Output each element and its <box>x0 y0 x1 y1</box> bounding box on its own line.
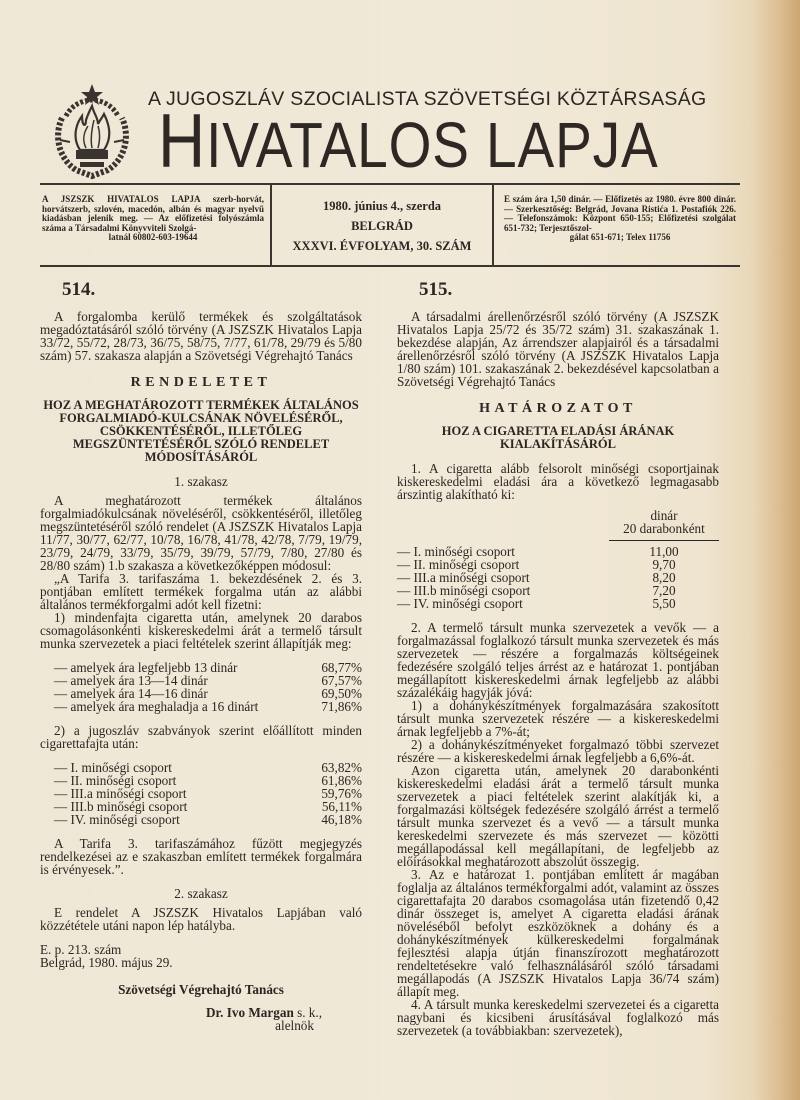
publication-info-text: A JSZSZK HIVATALOS LAPJA szerb-horvát, horvátszerb, szlovén, macedón, albán és magyar nyelvű kiadásban jelenik meg. — Az előfizetési folyószámla száma a Társadalmi Könyvviteli Szolgá- <box>42 194 264 233</box>
paragraph: E rendelet A JSZSZK Hivatalos Lapjában való közzététele utáni napon lép hatályba. <box>40 905 362 933</box>
rate-value: 69,50% <box>321 686 362 701</box>
title-initial: H <box>158 99 207 184</box>
preamble: A társadalmi árellenőrzésről szóló törvény (A JSZSZK Hivatalos Lapja 25/72 és 35/72 szám) 31. szakaszának 1. bekezdése alapján, Az árrendszer alapjairól és a társadalmi árellenőrzésről szóló törvény (A JSZSZK Hivatalos Lapja 1/80 szám) 101. szakaszának 2. bekezdésével kapcsolatban a Szövetségi Végrehajtó Tanács <box>397 309 719 389</box>
paragraph: A Tarifa 3. tarifaszámához fűzött megjegyzés rendelkezései az e szakaszban említett termékek forgalmára is érvényesek.”. <box>40 836 362 877</box>
rate-value: 67,57% <box>321 673 362 688</box>
rate-value: 59,76% <box>321 786 362 801</box>
rate-value: 63,82% <box>321 760 362 775</box>
rate-label: — III.a minőségi csoport <box>54 786 187 801</box>
publication-title <box>158 99 659 184</box>
rate-label: — amelyek ára legfeljebb 13 dinár <box>54 660 238 675</box>
rate-label: — III.b minőségi csoport <box>54 799 188 814</box>
signer-name: Dr. Ivo Margan <box>205 1005 294 1020</box>
preamble: A forgalomba kerülő termékek és szolgáltatások megadóztatásáról szóló törvény (A JSZSZK Hivatalos Lapja 33/72, 55/72, 28/73, 36/75, 58/75, 7/77, 61/78, 29/79 és 5/80 szám) 57. szakasza alapján a Szövetségi Végrehajtó Tanács <box>40 309 362 363</box>
rate-value: 61,86% <box>321 773 362 788</box>
paragraph: 4. A társult munka kereskedelmi szervezetei és a cigaretta nagybani és kicsibeni árusításával foglalkozó más szervezetek (a továbbiakban: szervezetek), <box>397 997 719 1038</box>
paragraph: 1) a dohánykészítmények forgalmazására szakosított társult munka szervezetek részére — a kiskereskedelmi árnak legfeljebb a 7%-át; <box>397 698 719 739</box>
price-row <box>397 597 719 610</box>
subscription-info-text: E szám ára 1,50 dinár. — Előfizetés az 1980. évre 800 dinár. — Szerkesztőség: Belgrád, Jovana Ristića 1. Postafiók 226. — Telefonszámok: Központ 650-155; Előfizetési szolgálat 651-732; Terjesztőszol- <box>504 194 736 233</box>
issue-city: BELGRÁD <box>351 219 413 233</box>
price-label: — III.a minőségi csoport <box>397 570 530 585</box>
price-label: — II. minőségi csoport <box>397 557 520 572</box>
signer-suffix: s. k., <box>293 1005 322 1020</box>
price-label: — III.b minőségi csoport <box>397 583 531 598</box>
act-title: HOZ A CIGARETTA ELADÁSI ÁRÁNAK KIALAKÍTÁSÁRÓL <box>441 424 675 451</box>
decision-515 <box>397 280 719 1037</box>
rate-value: 46,18% <box>321 812 362 827</box>
document-number: 515. <box>419 279 453 300</box>
document-number: 514. <box>62 279 96 300</box>
act-type-heading: HATÁROZATOT <box>479 401 637 416</box>
paragraph: Azon cigaretta után, amelynek 20 darabonkénti kiskereskedelmi eladási árát a termelő társult munka szervezetek a piaci feltételek szerint alakítják ki, a forgalmazási költségek fedezésére szolgáló árrést a termelő társult munka szervezet és a vevő — a társult munka kereskedelmi szervezete és más szervezet — közötti megállapodással kell megállapítani, de legfeljebb az előírásokkal meghatározott abszolút összegig. <box>397 763 719 869</box>
rate-row <box>40 700 362 713</box>
rate-row <box>40 813 362 826</box>
rate-value: 68,77% <box>321 660 362 675</box>
rate-value: 71,86% <box>321 699 362 714</box>
price-list <box>397 545 719 610</box>
price-label: — IV. minőségi csoport <box>397 596 523 611</box>
state-emblem-icon <box>42 80 142 180</box>
price-label: — I. minőségi csoport <box>397 544 515 559</box>
price-value: 11,00 <box>649 544 679 559</box>
rate-label: — amelyek ára 13—14 dinár <box>54 673 208 688</box>
price-column-header <box>397 509 719 545</box>
issue-details <box>272 185 494 265</box>
price-value: 5,50 <box>652 596 676 611</box>
publication-info <box>40 185 272 265</box>
section-heading: 2. szakasz <box>174 886 228 901</box>
section-heading: 1. szakasz <box>174 474 228 489</box>
subscription-info <box>500 185 740 265</box>
rate-label: — IV. minőségi csoport <box>54 812 180 827</box>
rate-label: — I. minőségi csoport <box>54 760 172 775</box>
act-type-heading: RENDELETET <box>130 375 272 390</box>
republic-name: A JUGOSZLÁV SZOCIALISTA SZÖVETSÉGI KÖZTÁRSASÁG <box>148 88 707 110</box>
telex-info: gálat 651-671; Telex 11756 <box>569 232 671 242</box>
price-value: 8,20 <box>652 570 676 585</box>
place-and-date: Belgrád, 1980. május 29. <box>40 955 173 970</box>
signer-title: alelnök <box>275 1018 314 1033</box>
rate-label: — amelyek ára meghaladja a 16 dinárt <box>54 699 259 714</box>
issue-info-bar <box>40 183 740 267</box>
rate-value: 56,11% <box>321 799 362 814</box>
price-basis: 20 darabonként <box>623 521 705 536</box>
price-value: 9,70 <box>652 557 676 572</box>
paragraph: 2) a dohánykészítményeket forgalmazó többi szervezet részére — a kiskereskedelmi árnak legfeljebb a 6,6%-át. <box>397 737 719 765</box>
title-rest: IVATALOS LAPJA <box>206 109 659 181</box>
paragraph: 2) a jugoszláv szabványok szerint előállított minden cigarettafajta után: <box>40 723 362 751</box>
rate-label: — II. minőségi csoport <box>54 773 177 788</box>
issue-date: 1980. június 4., szerda <box>322 199 442 213</box>
paragraph: „A Tarifa 3. tarifaszáma 1. bekezdésének 2. és 3. pontjában említett termékek forgalma után az alábbi általános termékforgalmi adót kell fizetni: <box>40 571 362 612</box>
masthead <box>40 78 740 183</box>
group-rate-list <box>40 761 362 826</box>
paragraph: 1) mindenfajta cigaretta után, amelynek 20 darabos csomagolásonkénti kiskereskedelmi árát a termelő társult munka szervezetek a piaci feltételek szerint állapítják meg: <box>40 610 362 651</box>
paragraph: 2. A termelő társult munka szervezetek a vevők — a forgalmazással foglalkozó társult munka szervezetek és más szervezetek — részére a forgalmazás költségeinek fedezésére szolgáló teljes árrést az e határozat 1. pontjában megállapított kiskereskedelmi árnak legfeljebb az alábbi százalékáig hagyják jóvá: <box>397 620 719 700</box>
decree-514 <box>40 280 362 1032</box>
paragraph: A meghatározott termékek általános forgalmiadókulcsának növeléséről, csökkentéséről, illetőleg megszüntetéséről szóló rendelet (A JSZSZK Hivatalos Lapja 11/77, 30/77, 62/77, 10/78, 16/78, 41/78, 42/78, 7/79, 19/79, 23/79, 24/79, 33/79, 35/79, 39/79, 57/79, 7/80, 27/80 és 28/80 szám) 1.b szakasza a következőképpen módosul: <box>40 493 362 573</box>
issue-volume: XXXVI. ÉVFOLYAM, 30. SZÁM <box>292 239 472 253</box>
paragraph: 1. A cigaretta alább felsorolt minőségi csoportjainak kiskereskedelmi eladási ára a következő legmagasabb árszintig alakítható ki: <box>397 461 719 502</box>
issuing-body: Szövetségi Végrehajtó Tanács <box>118 982 284 997</box>
reference-number: E. p. 213. szám <box>40 942 122 957</box>
price-unit: dinár <box>650 508 678 523</box>
rate-label: — amelyek ára 14—16 dinár <box>54 686 208 701</box>
price-value: 7,20 <box>652 583 676 598</box>
price-rate-list <box>40 661 362 713</box>
paragraph: 3. Az e határozat 1. pontjában említett ár magában foglalja az általános termékforgalmi adót, valamint az összes cigarettafajta 20 darabos csomagolása után fizetendő 0,42 dinár összeget is, amelyet A cigaretta eladási árának növeléséből befolyt eszközöknek a dohány és a dohánykészítmények külkereskedelmi forgalmának fejlesztési alapja útján finanszírozott meghatározott rendeltetésekre való felhasználásáról szóló társadami megállapodás (A JSZSZK Hivatalos Lapja 36/74 szám) állapít meg. <box>397 867 719 999</box>
account-number: latnál 60802-603-19644 <box>108 232 198 242</box>
act-title: HOZ A MEGHATÁROZOTT TERMÉKEK ÁLTALÁNOS FORGALMIADÓ-KULCSÁNAK NÖVELÉSÉRŐL, CSÖKKENTÉSÉRŐL, ILLETŐLEG MEGSZÜNTETÉSÉRŐL SZÓLÓ RENDELET MÓDOSÍTÁSÁRÓL <box>43 398 359 464</box>
